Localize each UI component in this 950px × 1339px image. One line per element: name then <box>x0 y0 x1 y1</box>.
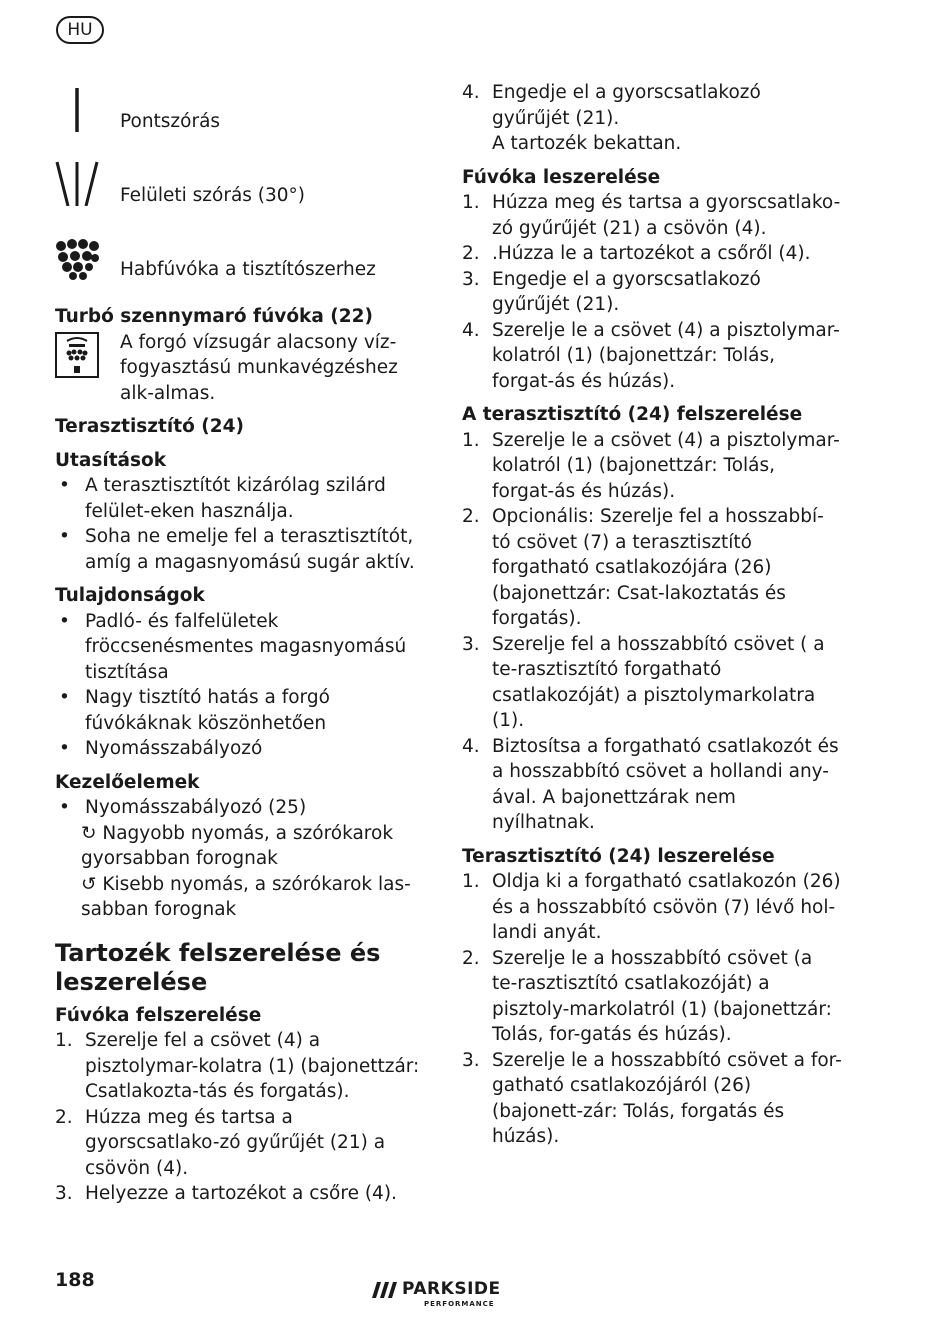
list-item: 2. .Húzza le a tartozékot a csőről (4). <box>462 243 811 264</box>
list-item: 1. Szerelje le a csövet (4) a pisztolymar-kolatról (1) (bajonettzár: Tolás, forgat-ás és húzás). <box>462 429 840 502</box>
list-item: 1. Oldja ki a forgatható csatlakozón (26) és a hosszabbító csövön (7) lévő hol-landi anyát. <box>462 871 841 943</box>
symbol-label: Felületi szórás (30°) <box>120 185 306 206</box>
list-item: 2. Húzza meg és tartsa a gyorscsatlako-zó gyűrűjét (21) a csövön (4). <box>55 1106 386 1179</box>
list-item: 2. Szerelje le a hosszabbító csövet (a te-rasztisztító csatlakozóját) a pisztoly-markolatról (1) (bajonettzár: Tolás, for-gatás és húzás). <box>462 947 832 1045</box>
turbo-text: A forgó vízsugár alacsony víz-fogyasztású munkavégzéshez alk-almas. <box>120 331 398 404</box>
symbol-label: Habfúvóka a tisztítószerhez <box>120 259 376 280</box>
nozzle-remove-heading: Fúvóka leszerelése <box>462 166 661 188</box>
list-item: • Padló- és falfelületek fröccsenésmentes magasnyomású tisztítása <box>59 610 407 683</box>
list-item: 1. Szerelje fel a csövet (4) a pisztolymar-kolatra (1) (bajonettzár: Csatlakozta-tás és forgatás). <box>55 1030 420 1102</box>
list-item: • Nyomásszabályozó (25) <box>59 797 307 818</box>
patio-remove-heading: Terasztisztító (24) leszerelése <box>462 845 775 867</box>
left-column <box>55 80 430 1207</box>
list-item: • A terasztisztítót kizárólag szilárd felület-eken használja. <box>59 475 386 522</box>
patio-mount-heading: A terasztisztító (24) felszerelése <box>462 404 803 425</box>
turbo-nozzle-icon <box>55 332 99 378</box>
language-badge: HU <box>56 16 104 44</box>
symbol-row-foam <box>55 228 430 298</box>
list-item: 4. Engedje el a gyorscsatlakozó gyűrűjét (21). <box>462 82 761 129</box>
list-item: 4. Biztosítsa a forgatható csatlakozót és a hosszabbító csövet a hollandi any-ával. A bajonettzárak nem nyílhatnak. <box>462 735 839 833</box>
brand-subtitle: PERFORMANCE <box>424 1300 495 1308</box>
turbo-heading: Turbó szennymaró fúvóka (22) <box>55 306 373 327</box>
brand-stripes-icon <box>372 1282 398 1298</box>
list-item: • Soha ne emelje fel a terasztisztítót, amíg a magasnyomású sugár aktív. <box>59 526 415 573</box>
turbo-block <box>55 330 430 407</box>
control-clockwise-text: ↻ Nagyobb nyomás, a szórókarok gyorsabban forognak <box>81 822 394 869</box>
point-spray-icon <box>55 80 99 132</box>
nozzle-mount-heading: Fúvóka felszerelése <box>55 1004 262 1026</box>
step-note: A tartozék bekattan. <box>492 133 682 154</box>
list-item: 3. Szerelje fel a hosszabbító csövet ( a te-rasztisztító forgatható csatlakozóját) a pisztolymarkolatra (1). <box>462 633 825 731</box>
control-counterclockwise-text: ↺ Kisebb nyomás, a szórókarok las-sabban forognak <box>81 873 411 920</box>
foam-nozzle-icon <box>55 238 99 290</box>
controls-heading: Kezelőelemek <box>55 771 200 793</box>
list-item: 2. Opcionális: Szerelje fel a hosszabbí-tó csövet (7) a terasztisztító forgatható csatlakozójára (26) (bajonettzár: Csat-lakoztatás és forgatás). <box>462 506 824 629</box>
list-item: • Nyomásszabályozó <box>59 738 263 759</box>
symbol-label: Pontszórás <box>120 111 221 132</box>
section-title: Tartozék felszerelése és leszerelése <box>55 938 381 996</box>
list-item: 3. Helyezze a tartozékot a csőre (4). <box>55 1183 397 1204</box>
surface-spray-icon <box>55 154 99 206</box>
instructions-heading: Utasítások <box>55 449 167 471</box>
brand-name: PARKSIDE <box>402 1279 501 1299</box>
list-item: 3. Szerelje le a hosszabbító csövet a for-gatható csatlakozójáról (26) (bajonett-zár: Tolás, forgatás és húzás). <box>462 1049 842 1147</box>
list-item: 3. Engedje el a gyorscsatlakozó gyűrűjét (21). <box>462 268 761 315</box>
symbol-row-point <box>55 80 430 154</box>
symbol-row-surface <box>55 154 430 228</box>
list-item: • Nagy tisztító hatás a forgó fúvókáknak köszönhetően <box>59 687 330 734</box>
list-item: 1. Húzza meg és tartsa a gyorscsatlako-zó gyűrűjét (21) a csövön (4). <box>462 192 841 239</box>
parkside-logo <box>372 1279 522 1313</box>
right-column <box>462 80 842 1150</box>
list-item: 4. Szerelje le a csövet (4) a pisztolymar-kolatról (1) (bajonettzár: Tolás, forgat-ás és húzás). <box>462 319 840 392</box>
features-heading: Tulajdonságok <box>55 585 205 606</box>
page-number: 188 <box>55 1269 95 1291</box>
patio-heading: Terasztisztító (24) <box>55 416 244 437</box>
